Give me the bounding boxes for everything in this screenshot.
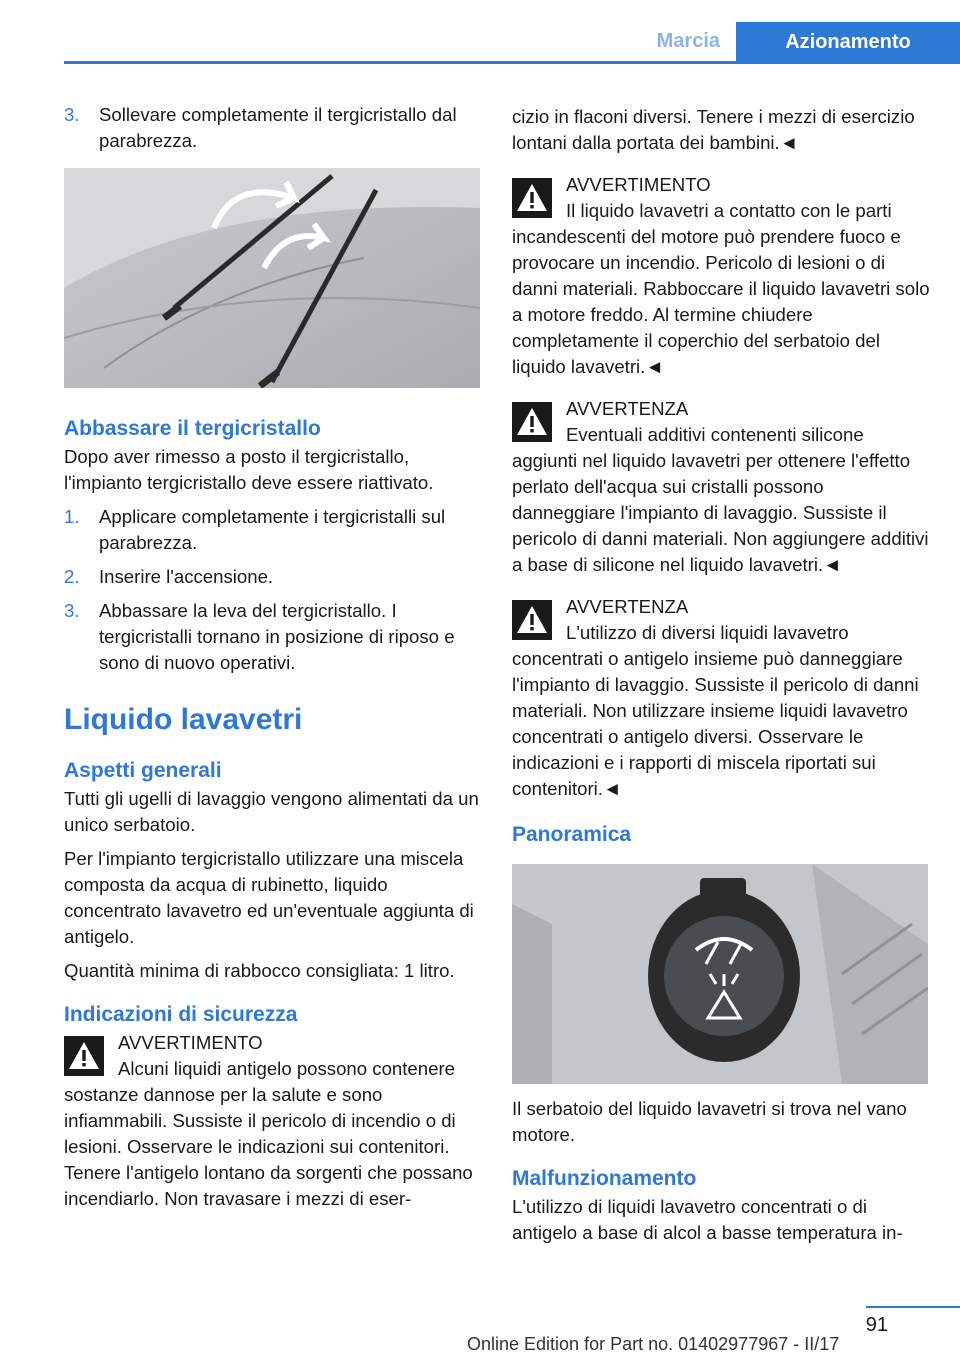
step-text: Abbassare la leva del tergicristallo. I tergicristalli tornano in posizione di riposo e sono di nuovo operativi.: [99, 600, 455, 673]
warning-icon: [512, 178, 552, 218]
warning-icon: [512, 600, 552, 640]
malfunction-text: L'utilizzo di liquidi lavavetro concentrati o di antigelo a base di alcol a basse temperatura in-: [512, 1196, 903, 1243]
header-chapter-tab: Azionamento: [736, 22, 960, 62]
warning-antifreeze: [64, 1030, 484, 1212]
notice-mixing: [512, 594, 930, 802]
page-header: [0, 22, 960, 62]
warning-title: AVVERTIMENTO: [566, 174, 711, 195]
edition-note: Online Edition for Part no. 01402977967 - II/17: [467, 1334, 840, 1354]
continued-text: cizio in flaconi diversi. Tenere i mezzi di esercizio lontani dalla portata dei bambini.◄: [512, 106, 915, 153]
lower-wiper-intro: Dopo aver rimesso a posto il tergicristallo, l'impianto tergicristallo deve essere riattivato.: [64, 446, 434, 493]
warning-text: Il liquido lavavetri a contatto con le parti incandescenti del motore può prendere fuoco e provocare un incendio. Pericolo di lesioni o di danni materiali. Rabboccare il liquido lavavetri solo a motore freddo. Al termine chiudere completamente il coperchio del serbatoio del liquido lavavetri.◄: [512, 200, 930, 377]
header-section: Marcia: [656, 30, 720, 52]
washer-fluid-heading: Liquido lavavetri: [64, 703, 303, 736]
general-paragraph-3: Quantità minima di rabbocco consigliata: 1 litro.: [64, 960, 455, 981]
step-number: 3.: [64, 600, 80, 621]
page-number: 91: [865, 1314, 888, 1336]
lower-wiper-heading: Abbassare il tergicristallo: [64, 417, 321, 440]
washer-reservoir-cap-photo: [512, 864, 928, 1084]
malfunction-heading: Malfunzionamento: [512, 1167, 697, 1190]
notice-silicone: [512, 396, 930, 578]
warning-icon: [64, 1036, 104, 1076]
safety-heading: Indicazioni di sicurezza: [64, 1003, 298, 1026]
step-text: Sollevare completamente il tergicristallo dal parabrezza.: [99, 104, 457, 151]
warning-title: AVVERTIMENTO: [118, 1032, 263, 1053]
left-column: [64, 102, 484, 1220]
general-heading: Aspetti generali: [64, 759, 222, 782]
step-3-raise: [64, 102, 484, 154]
step-number: 3.: [64, 104, 80, 125]
lower-step-2: [64, 564, 484, 590]
footer-rule: [866, 1306, 960, 1308]
lower-step-3: [64, 598, 484, 676]
general-paragraph-2: Per l'impianto tergicristallo utilizzare una miscela composta da acqua di rubinetto, liquido concentrato lavavetro ed un'eventuale aggiunta di antigelo.: [64, 848, 474, 947]
general-paragraph-1: Tutti gli ugelli di lavaggio vengono alimentati da un unico serbatoio.: [64, 788, 479, 835]
header-rule: [64, 61, 960, 64]
notice-text: Eventuali additivi contenenti silicone aggiunti nel liquido lavavetri per ottenere l'effetto perlato dell'acqua sui cristalli possono danneggiare l'impianto di lavaggio. Sussiste il pericolo di danni materiali. Non aggiungere additivi a base di silicone nel liquido lavavetri.◄: [512, 424, 929, 575]
step-text: Applicare completamente i tergicristalli sul parabrezza.: [99, 506, 446, 553]
notice-title: AVVERTENZA: [566, 398, 689, 419]
step-number: 1.: [64, 506, 80, 527]
overview-heading: Panoramica: [512, 823, 632, 846]
right-column: [512, 104, 930, 1254]
warning-fire: [512, 172, 930, 380]
notice-text: L'utilizzo di diversi liquidi lavavetro concentrati o antigelo insieme può danneggiare l'impianto di lavaggio. Sussiste il pericolo di danni materiali. Non utilizzare insieme liquidi lavavetro concentrati o antigelo diversi. Osservare le indicazioni e i rapporti di miscela riportati sui contenitori.◄: [512, 622, 919, 799]
warning-icon: [512, 402, 552, 442]
overview-caption: Il serbatoio del liquido lavavetri si trova nel vano motore.: [512, 1098, 907, 1145]
warning-text: Alcuni liquidi antigelo possono contenere sostanze dannose per la salute e sono infiammabili. Sussiste il pericolo di incendio o di lesioni. Osservare le indicazioni sui contenitori. Tenere l'antigelo lontano da sorgenti che possano incendiarlo. Non travasare i mezzi di eser-: [64, 1058, 473, 1209]
notice-title: AVVERTENZA: [566, 596, 689, 617]
lower-step-1: [64, 504, 484, 556]
step-number: 2.: [64, 566, 80, 587]
wiper-raised-illustration: [64, 168, 480, 388]
step-text: Inserire l'accensione.: [99, 566, 274, 587]
